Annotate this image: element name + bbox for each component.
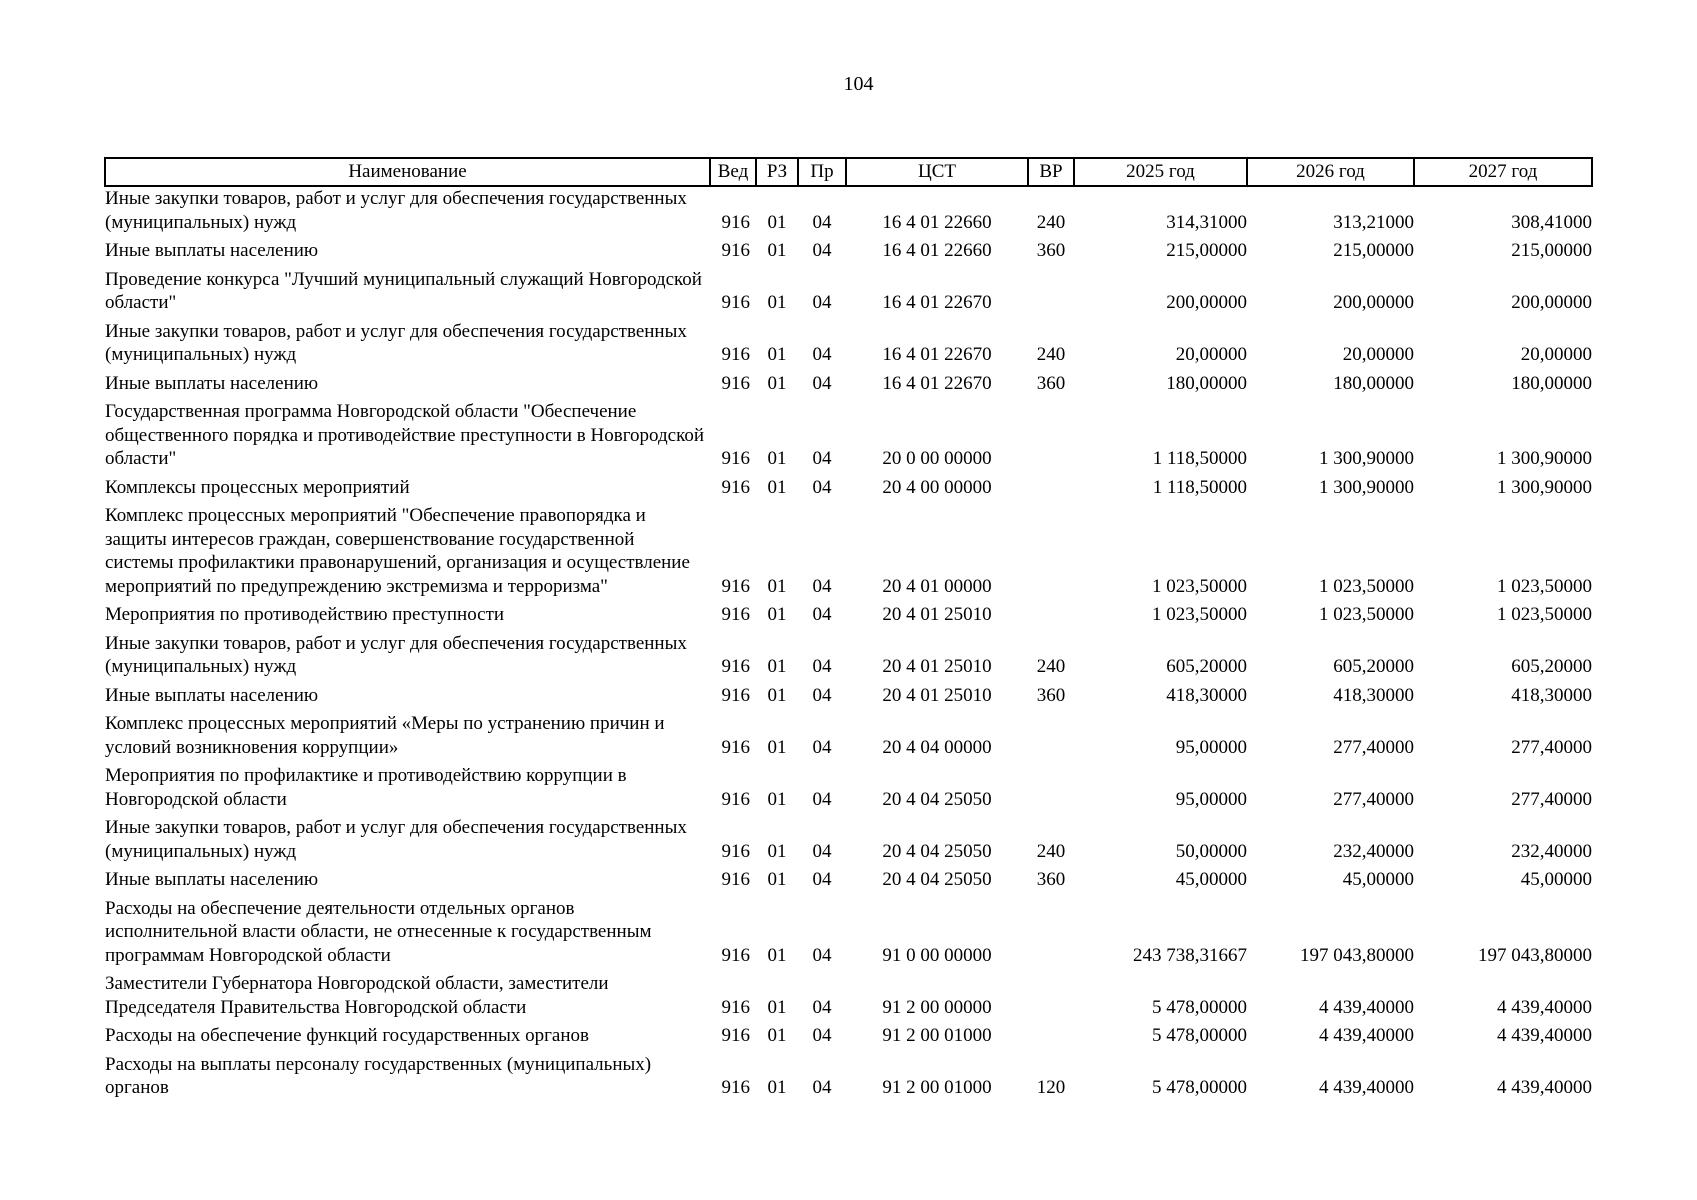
table-row — [105, 603, 1592, 632]
cell-ved: 916 — [721, 996, 750, 1018]
table-row — [105, 400, 1592, 476]
cell-pr: 04 — [812, 1077, 832, 1098]
cell-rz: 01 — [767, 840, 787, 862]
cell-cst: 20 4 01 25010 — [882, 604, 992, 625]
cell-y2025: 605,20000 — [1166, 656, 1247, 677]
cell-rz: 01 — [767, 684, 787, 706]
cell-pr: 04 — [812, 240, 832, 261]
cell-y2025: 1 118,50000 — [1152, 476, 1247, 498]
cell-ved: 916 — [721, 1077, 750, 1098]
cell-y2025: 314,31000 — [1166, 211, 1247, 233]
cell-cst: 16 4 01 22670 — [882, 344, 992, 365]
cell-y2026: 1 300,90000 — [1319, 448, 1414, 469]
cell-pr: 04 — [812, 344, 832, 365]
cell-name: Комплексы процессных мероприятий — [105, 476, 410, 498]
cell-y2027: 4 439,40000 — [1497, 1077, 1592, 1098]
header-pr: Пр — [798, 158, 846, 186]
cell-y2026: 4 439,40000 — [1319, 1077, 1414, 1098]
cell-y2026: 197 043,80000 — [1300, 944, 1414, 966]
table-row — [105, 632, 1592, 684]
cell-ved: 916 — [721, 604, 750, 625]
cell-ved: 916 — [721, 476, 750, 498]
cell-vr — [1028, 400, 1074, 476]
cell-ved: 916 — [721, 211, 750, 233]
cell-y2027: 180,00000 — [1511, 372, 1592, 394]
cell-y2026: 1 023,50000 — [1319, 604, 1414, 625]
cell-y2025: 50,00000 — [1175, 840, 1247, 862]
cell-rz: 01 — [767, 604, 787, 625]
cell-y2027: 215,00000 — [1511, 240, 1592, 261]
cell-pr: 04 — [812, 211, 832, 233]
table-row — [105, 1053, 1592, 1105]
table-row — [105, 972, 1592, 1024]
cell-ved: 916 — [721, 684, 750, 706]
table-row — [105, 712, 1592, 764]
cell-vr — [1028, 504, 1074, 603]
cell-ved: 916 — [721, 1025, 750, 1046]
cell-vr — [1028, 1024, 1074, 1053]
cell-y2027: 308,41000 — [1511, 211, 1592, 233]
header-ved: Вед — [710, 158, 756, 186]
cell-name: Иные закупки товаров, работ и услуг для обеспечения государственных (муниципальных) нужд — [105, 320, 687, 365]
header-rz: РЗ — [756, 158, 798, 186]
page-number: 104 — [843, 73, 874, 95]
table-row — [105, 684, 1592, 713]
table-row — [105, 816, 1592, 868]
cell-name: Иные выплаты населению — [105, 684, 319, 706]
cell-name: Комплекс процессных мероприятий «Меры по устранению причин и условий возникновения коррупции» — [105, 713, 665, 758]
cell-ved: 916 — [721, 344, 750, 365]
cell-y2025: 215,00000 — [1166, 240, 1247, 261]
cell-pr: 04 — [812, 869, 832, 890]
cell-vr: 360 — [1036, 240, 1066, 261]
cell-y2026: 45,00000 — [1342, 869, 1414, 890]
cell-y2025: 1 023,50000 — [1152, 575, 1247, 597]
cell-y2025: 180,00000 — [1166, 372, 1247, 394]
cell-vr: 360 — [1036, 372, 1066, 394]
cell-name: Иные выплаты населению — [105, 869, 319, 890]
cell-y2026: 4 439,40000 — [1319, 996, 1414, 1018]
cell-pr: 04 — [812, 575, 832, 597]
cell-y2027: 1 023,50000 — [1497, 604, 1592, 625]
table-row — [105, 268, 1592, 320]
table-row — [105, 868, 1592, 897]
cell-cst: 20 4 00 00000 — [882, 476, 992, 498]
cell-pr: 04 — [812, 996, 832, 1018]
cell-name: Иные выплаты населению — [105, 372, 319, 394]
cell-vr: 360 — [1036, 869, 1066, 890]
cell-vr — [1028, 712, 1074, 764]
cell-name: Проведение конкурса "Лучший муниципальный служащий Новгородской области" — [105, 268, 702, 313]
cell-rz: 01 — [767, 944, 787, 966]
cell-cst: 91 2 00 01000 — [882, 1077, 992, 1098]
cell-pr: 04 — [812, 840, 832, 862]
cell-ved: 916 — [721, 292, 750, 313]
cell-y2027: 1 023,50000 — [1497, 575, 1592, 597]
cell-rz: 01 — [767, 476, 787, 498]
header-vr: ВР — [1028, 158, 1074, 186]
cell-y2026: 313,21000 — [1333, 211, 1414, 233]
cell-vr: 240 — [1036, 656, 1066, 677]
cell-rz: 01 — [767, 211, 787, 233]
table-row — [105, 320, 1592, 372]
cell-cst: 16 4 01 22660 — [882, 211, 992, 233]
table-row — [105, 1024, 1592, 1053]
table-row — [105, 764, 1592, 816]
cell-rz: 01 — [767, 1077, 787, 1098]
cell-vr: 240 — [1036, 211, 1066, 233]
cell-pr: 04 — [812, 656, 832, 677]
cell-y2026: 4 439,40000 — [1319, 1025, 1414, 1046]
cell-rz: 01 — [767, 575, 787, 597]
cell-y2027: 4 439,40000 — [1497, 996, 1592, 1018]
header-cst: ЦСТ — [846, 158, 1028, 186]
cell-cst: 16 4 01 22660 — [882, 240, 992, 261]
cell-cst: 20 4 01 25010 — [882, 684, 992, 706]
cell-vr — [1028, 972, 1074, 1024]
cell-vr — [1028, 897, 1074, 973]
cell-pr: 04 — [812, 292, 832, 313]
cell-rz: 01 — [767, 240, 787, 261]
cell-vr: 360 — [1036, 684, 1066, 706]
cell-y2026: 1 023,50000 — [1319, 575, 1414, 597]
cell-y2025: 20,00000 — [1175, 344, 1247, 365]
table-row — [105, 504, 1592, 603]
cell-y2025: 95,00000 — [1175, 788, 1247, 810]
cell-cst: 20 4 04 25050 — [882, 869, 992, 890]
cell-y2026: 605,20000 — [1333, 656, 1414, 677]
cell-name: Заместители Губернатора Новгородской области, заместители Председателя Правительства Новгородской области — [105, 973, 609, 1018]
cell-pr: 04 — [812, 788, 832, 810]
cell-y2026: 1 300,90000 — [1319, 476, 1414, 498]
cell-y2027: 20,00000 — [1520, 344, 1592, 365]
cell-rz: 01 — [767, 656, 787, 677]
header-2027: 2027 год — [1414, 158, 1592, 186]
cell-y2027: 1 300,90000 — [1497, 476, 1592, 498]
cell-ved: 916 — [721, 736, 750, 758]
cell-pr: 04 — [812, 684, 832, 706]
cell-y2027: 45,00000 — [1520, 869, 1592, 890]
cell-y2025: 243 738,31667 — [1133, 944, 1247, 966]
cell-y2027: 277,40000 — [1511, 788, 1592, 810]
cell-pr: 04 — [812, 736, 832, 758]
cell-rz: 01 — [767, 372, 787, 394]
cell-cst: 20 0 00 00000 — [882, 448, 992, 469]
table-row — [105, 372, 1592, 401]
cell-y2027: 200,00000 — [1511, 292, 1592, 313]
cell-rz: 01 — [767, 736, 787, 758]
cell-vr — [1028, 603, 1074, 632]
cell-cst: 91 2 00 01000 — [882, 1025, 992, 1046]
cell-y2027: 4 439,40000 — [1497, 1025, 1592, 1046]
cell-y2025: 5 478,00000 — [1152, 996, 1247, 1018]
cell-vr: 240 — [1036, 344, 1066, 365]
cell-ved: 916 — [721, 869, 750, 890]
table-row — [105, 239, 1592, 268]
cell-ved: 916 — [721, 656, 750, 677]
cell-ved: 916 — [721, 240, 750, 261]
cell-y2027: 605,20000 — [1511, 656, 1592, 677]
cell-name: Расходы на обеспечение деятельности отдельных органов исполнительной власти области, не отнесенные к государственным программам Новгородской области — [105, 897, 652, 966]
cell-pr: 04 — [812, 476, 832, 498]
table-row — [105, 186, 1592, 239]
cell-name: Мероприятия по профилактике и противодействию коррупции в Новгородской области — [105, 765, 627, 810]
cell-y2025: 95,00000 — [1175, 736, 1247, 758]
cell-rz: 01 — [767, 448, 787, 469]
cell-name: Иные выплаты населению — [105, 240, 319, 261]
cell-y2025: 1 118,50000 — [1152, 448, 1247, 469]
cell-cst: 20 4 04 25050 — [882, 840, 992, 862]
cell-vr — [1028, 268, 1074, 320]
cell-ved: 916 — [721, 840, 750, 862]
cell-y2025: 418,30000 — [1166, 684, 1247, 706]
table-body — [105, 186, 1592, 1105]
budget-table — [104, 157, 1593, 1105]
cell-cst: 20 4 01 00000 — [882, 575, 992, 597]
cell-pr: 04 — [812, 604, 832, 625]
cell-cst: 20 4 04 00000 — [882, 736, 992, 758]
cell-rz: 01 — [767, 292, 787, 313]
cell-rz: 01 — [767, 996, 787, 1018]
cell-rz: 01 — [767, 788, 787, 810]
cell-name: Мероприятия по противодействию преступности — [105, 604, 505, 625]
cell-rz: 01 — [767, 344, 787, 365]
cell-cst: 16 4 01 22670 — [882, 372, 992, 394]
table-header — [105, 158, 1592, 186]
cell-y2027: 418,30000 — [1511, 684, 1592, 706]
cell-pr: 04 — [812, 448, 832, 469]
header-name: Наименование — [105, 158, 710, 186]
cell-pr: 04 — [812, 372, 832, 394]
cell-vr — [1028, 764, 1074, 816]
cell-y2027: 197 043,80000 — [1478, 944, 1592, 966]
cell-y2027: 277,40000 — [1511, 736, 1592, 758]
cell-cst: 20 4 04 25050 — [882, 788, 992, 810]
cell-y2025: 5 478,00000 — [1152, 1025, 1247, 1046]
cell-pr: 04 — [812, 1025, 832, 1046]
cell-ved: 916 — [721, 372, 750, 394]
cell-vr: 120 — [1036, 1077, 1066, 1098]
cell-name: Государственная программа Новгородской области "Обеспечение общественного порядка и противодействие преступности в Новгородской области" — [105, 401, 705, 469]
cell-ved: 916 — [721, 448, 750, 469]
table-row — [105, 897, 1592, 973]
cell-y2026: 215,00000 — [1333, 240, 1414, 261]
cell-vr: 240 — [1036, 840, 1066, 862]
cell-y2026: 180,00000 — [1333, 372, 1414, 394]
cell-name: Иные закупки товаров, работ и услуг для обеспечения государственных (муниципальных) нужд — [105, 188, 687, 233]
cell-name: Расходы на обеспечение функций государственных органов — [105, 1025, 589, 1046]
cell-name: Комплекс процессных мероприятий "Обеспечение правопорядка и защиты интересов граждан, совершенствование государственной системы профилактики правонарушений, организация и осуществление мероприятий по предупреждению экстремизма и терроризма" — [105, 505, 690, 597]
cell-y2026: 277,40000 — [1333, 788, 1414, 810]
cell-y2025: 5 478,00000 — [1152, 1077, 1247, 1098]
cell-name: Иные закупки товаров, работ и услуг для обеспечения государственных (муниципальных) нужд — [105, 817, 687, 862]
cell-ved: 916 — [721, 575, 750, 597]
header-2025: 2025 год — [1074, 158, 1247, 186]
cell-y2026: 418,30000 — [1333, 684, 1414, 706]
cell-pr: 04 — [812, 944, 832, 966]
cell-y2026: 277,40000 — [1333, 736, 1414, 758]
table-row — [105, 476, 1592, 505]
cell-rz: 01 — [767, 1025, 787, 1046]
cell-vr — [1028, 476, 1074, 505]
cell-cst: 16 4 01 22670 — [882, 292, 992, 313]
cell-cst: 20 4 01 25010 — [882, 656, 992, 677]
cell-ved: 916 — [721, 788, 750, 810]
cell-y2025: 1 023,50000 — [1152, 604, 1247, 625]
header-2026: 2026 год — [1247, 158, 1414, 186]
cell-rz: 01 — [767, 869, 787, 890]
cell-y2026: 20,00000 — [1342, 344, 1414, 365]
cell-y2025: 200,00000 — [1166, 292, 1247, 313]
cell-y2027: 232,40000 — [1511, 840, 1592, 862]
cell-y2026: 232,40000 — [1333, 840, 1414, 862]
cell-cst: 91 0 00 00000 — [882, 944, 992, 966]
cell-y2026: 200,00000 — [1333, 292, 1414, 313]
cell-y2025: 45,00000 — [1175, 869, 1247, 890]
cell-y2027: 1 300,90000 — [1497, 448, 1592, 469]
cell-cst: 91 2 00 00000 — [882, 996, 992, 1018]
cell-name: Иные закупки товаров, работ и услуг для обеспечения государственных (муниципальных) нужд — [105, 632, 687, 677]
cell-name: Расходы на выплаты персоналу государственных (муниципальных) органов — [105, 1053, 652, 1098]
cell-ved: 916 — [721, 944, 750, 966]
